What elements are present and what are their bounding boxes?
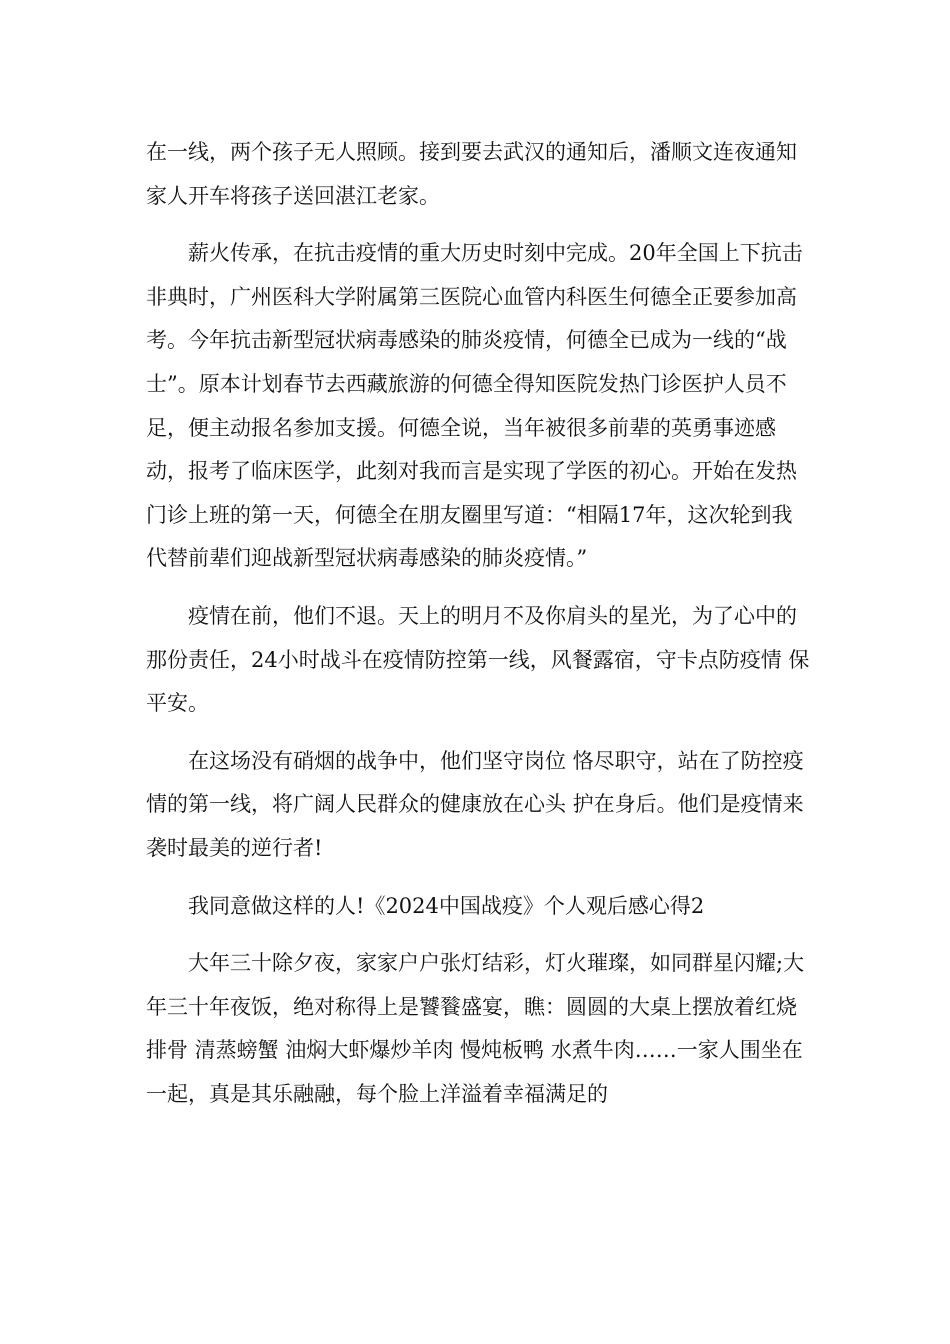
paragraph-retrograde: 在这场没有硝烟的战争中，他们坚守岗位 恪尽职守，站在了防控疫情的第一线，将广阔人民群众的健康放在心头 护在身后。他们是疫情来袭时最美的逆行者! [146,748,804,860]
paragraph-continuation: 在一线，两个孩子无人照顾。接到要去武汉的通知后，潘顺文连夜通知家人开车将孩子送回湛江老家。 [146,140,797,208]
paragraph-he-dequan: 薪火传承，在抗击疫情的重大历史时刻中完成。20年全国上下抗击非典时，广州医科大学附属第三医院心血管内科医生何德全正要参加高考。今年抗击新型冠状病毒感染的肺炎疫情，何德全已成为一线的“战士”。原本计划春节去西藏旅游的何德全得知医院发热门诊医护人员不足，便主动报名参加支援。何德全说，当年被很多前辈的英勇事迹感动，报考了临床医学，此刻对我而言是实现了学医的初心。开始在发热门诊上班的第一天，何德全在朋友圈里写道：“相隔17年，这次轮到我代替前辈们迎战新型冠状病毒感染的肺炎疫情。” [146,241,803,571]
document-body [146,131,810,1130]
paragraph-not-retreat: 疫情在前，他们不退。天上的明月不及你肩头的星光，为了心中的那份责任，24小时战斗在疫情防控第一线，风餐露宿，守卡点防疫情 保平安。 [146,603,810,716]
section-heading: 我同意做这样的人!《2024中国战疫》个人观后感心得2 [188,893,705,918]
paragraph-new-year-eve: 大年三十除夕夜，家家户户张灯结彩，灯火璀璨，如同群星闪耀;大年三十年夜饭，绝对称得上是饕餮盛宴，瞧：圆圆的大桌上摆放着红烧排骨 清蒸螃蟹 油焖大虾爆炒羊肉 慢炖板鸭 水煮牛肉……一家人围坐在一起，真是其乐融融，每个脸上洋溢着幸福满足的 [146,951,805,1106]
